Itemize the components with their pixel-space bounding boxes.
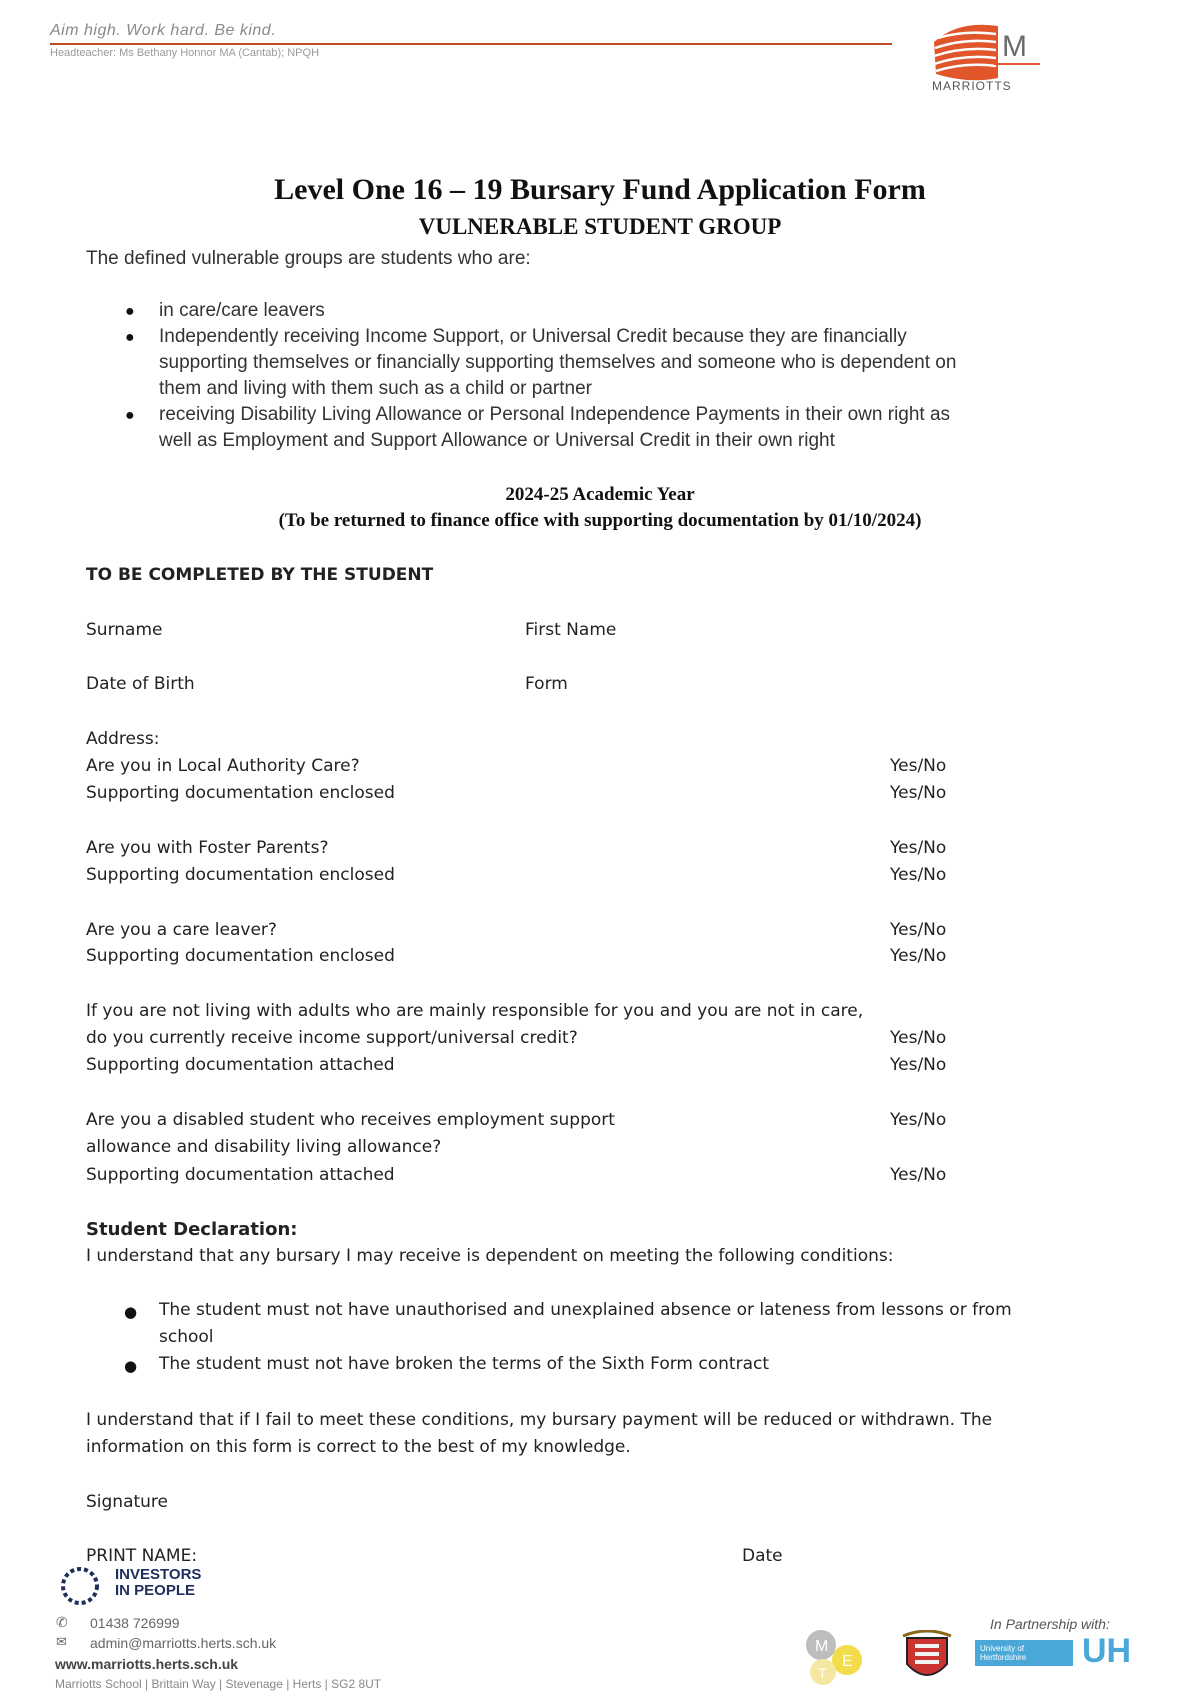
page-subtitle: VULNERABLE STUDENT GROUP bbox=[418, 214, 782, 239]
bullet-icon: ● bbox=[124, 1303, 138, 1321]
answer-care-leaver-docs: Yes/No bbox=[890, 946, 947, 966]
declaration-heading: Student Declaration: bbox=[86, 1219, 298, 1240]
bullet-icon: ● bbox=[125, 329, 135, 346]
answer-income: Yes/No bbox=[890, 1028, 947, 1048]
svg-text:M: M bbox=[1002, 30, 1027, 63]
page-title: Level One 16 – 19 Bursary Fund Application Form bbox=[274, 173, 926, 206]
intro-text: The defined vulnerable groups are students who are: bbox=[86, 248, 531, 269]
surname-label: Surname bbox=[86, 620, 163, 640]
question-care-leaver: Are you a care leaver? bbox=[86, 920, 277, 940]
uh-small-text: University of Hertfordshire bbox=[980, 1644, 1027, 1662]
dob-label: Date of Birth bbox=[86, 674, 195, 694]
la-care-docs: Supporting documentation enclosed bbox=[86, 783, 395, 803]
section-heading: TO BE COMPLETED BY THE STUDENT bbox=[86, 565, 434, 585]
signature-label: Signature bbox=[86, 1492, 169, 1512]
question-income-line-1: If you are not living with adults who are mainly responsible for you and you are not in care, bbox=[86, 1001, 864, 1021]
question-la-care: Are you in Local Authority Care? bbox=[86, 756, 360, 776]
disabled-docs: Supporting documentation attached bbox=[86, 1165, 395, 1185]
question-disabled-line-2: allowance and disability living allowance? bbox=[86, 1137, 442, 1157]
academic-year: 2024-25 Academic Year bbox=[505, 484, 695, 505]
header-rule bbox=[50, 43, 892, 45]
income-docs: Supporting documentation attached bbox=[86, 1055, 395, 1075]
email-icon: ✉ bbox=[56, 1634, 67, 1649]
group-item-2-line-2: supporting themselves or financially supporting themselves and someone who is dependent on bbox=[159, 352, 957, 373]
svg-text:T: T bbox=[818, 1665, 827, 1681]
website-link[interactable]: www.marriotts.herts.sch.uk bbox=[55, 1656, 239, 1672]
bullet-icon: ● bbox=[124, 1357, 138, 1375]
date-label: Date bbox=[742, 1546, 783, 1566]
condition-1-line-1: The student must not have unauthorised and unexplained absence or lateness from lessons or from bbox=[159, 1300, 1012, 1320]
partnership-label: In Partnership with: bbox=[990, 1616, 1110, 1632]
mte-logo bbox=[797, 1628, 873, 1693]
bullet-icon: ● bbox=[125, 407, 135, 424]
question-disabled-line-1: Are you a disabled student who receives employment support bbox=[86, 1110, 615, 1130]
foster-docs: Supporting documentation enclosed bbox=[86, 865, 395, 885]
laurel-icon bbox=[52, 1565, 108, 1607]
condition-2: The student must not have broken the terms of the Sixth Form contract bbox=[159, 1354, 769, 1374]
school-address: Marriotts School | Brittain Way | Stevenage | Herts | SG2 8UT bbox=[55, 1677, 382, 1691]
return-note: (To be returned to finance office with supporting documentation by 01/10/2024) bbox=[278, 510, 922, 531]
crest-icon bbox=[897, 1630, 957, 1688]
email-link[interactable]: admin@marriotts.herts.sch.uk bbox=[90, 1635, 277, 1651]
group-item-1: in care/care leavers bbox=[159, 300, 325, 321]
school-motto: Aim high. Work hard. Be kind. bbox=[50, 22, 277, 39]
bullet-icon: ● bbox=[125, 303, 135, 320]
group-item-3-line-2: well as Employment and Support Allowance or Universal Credit in their own right bbox=[159, 430, 835, 451]
crest-logo bbox=[897, 1630, 957, 1693]
address-label: Address: bbox=[86, 729, 160, 749]
phone-icon: ✆ bbox=[56, 1614, 68, 1630]
headteacher-line: Headteacher: Ms Bethany Honnor MA (Cantab); NPQH bbox=[50, 47, 320, 59]
answer-la-care: Yes/No bbox=[890, 756, 947, 776]
marriotts-logo bbox=[928, 20, 1048, 100]
uh-mark: UH bbox=[1082, 1632, 1132, 1670]
answer-care-leaver: Yes/No bbox=[890, 920, 947, 940]
form-label: Form bbox=[525, 674, 568, 694]
condition-1-line-2: school bbox=[159, 1327, 214, 1347]
iip-line-2: IN PEOPLE bbox=[115, 1582, 196, 1599]
iip-line-1: INVESTORS bbox=[115, 1566, 202, 1583]
svg-text:MARRIOTTS: MARRIOTTS bbox=[932, 79, 1012, 93]
declaration-statement-line-1: I understand that if I fail to meet these conditions, my bursary payment will be reduced or withdrawn. The bbox=[86, 1410, 993, 1430]
print-name-label: PRINT NAME: bbox=[86, 1546, 198, 1566]
svg-text:M: M bbox=[815, 1638, 829, 1655]
answer-income-docs: Yes/No bbox=[890, 1055, 947, 1075]
declaration-statement-line-2: information on this form is correct to the best of my knowledge. bbox=[86, 1437, 631, 1457]
answer-disabled: Yes/No bbox=[890, 1110, 947, 1130]
investors-in-people-logo bbox=[52, 1565, 108, 1612]
answer-foster: Yes/No bbox=[890, 838, 947, 858]
group-item-3-line-1: receiving Disability Living Allowance or Personal Independence Payments in their own right as bbox=[159, 404, 951, 425]
declaration-intro: I understand that any bursary I may receive is dependent on meeting the following conditions: bbox=[86, 1246, 894, 1266]
first-name-label: First Name bbox=[525, 620, 617, 640]
question-income-line-2: do you currently receive income support/universal credit? bbox=[86, 1028, 578, 1048]
answer-foster-docs: Yes/No bbox=[890, 865, 947, 885]
phone-number: 01438 726999 bbox=[90, 1615, 180, 1631]
question-foster: Are you with Foster Parents? bbox=[86, 838, 329, 858]
answer-la-care-docs: Yes/No bbox=[890, 783, 947, 803]
marriotts-logo-icon bbox=[928, 20, 1048, 95]
mte-logo-icon bbox=[797, 1628, 873, 1688]
group-item-2-line-3: them and living with them such as a child or partner bbox=[159, 378, 592, 399]
care-leaver-docs: Supporting documentation enclosed bbox=[86, 946, 395, 966]
svg-text:E: E bbox=[842, 1653, 853, 1670]
group-item-2-line-1: Independently receiving Income Support, or Universal Credit because they are financially bbox=[159, 326, 907, 347]
answer-disabled-docs: Yes/No bbox=[890, 1165, 947, 1185]
